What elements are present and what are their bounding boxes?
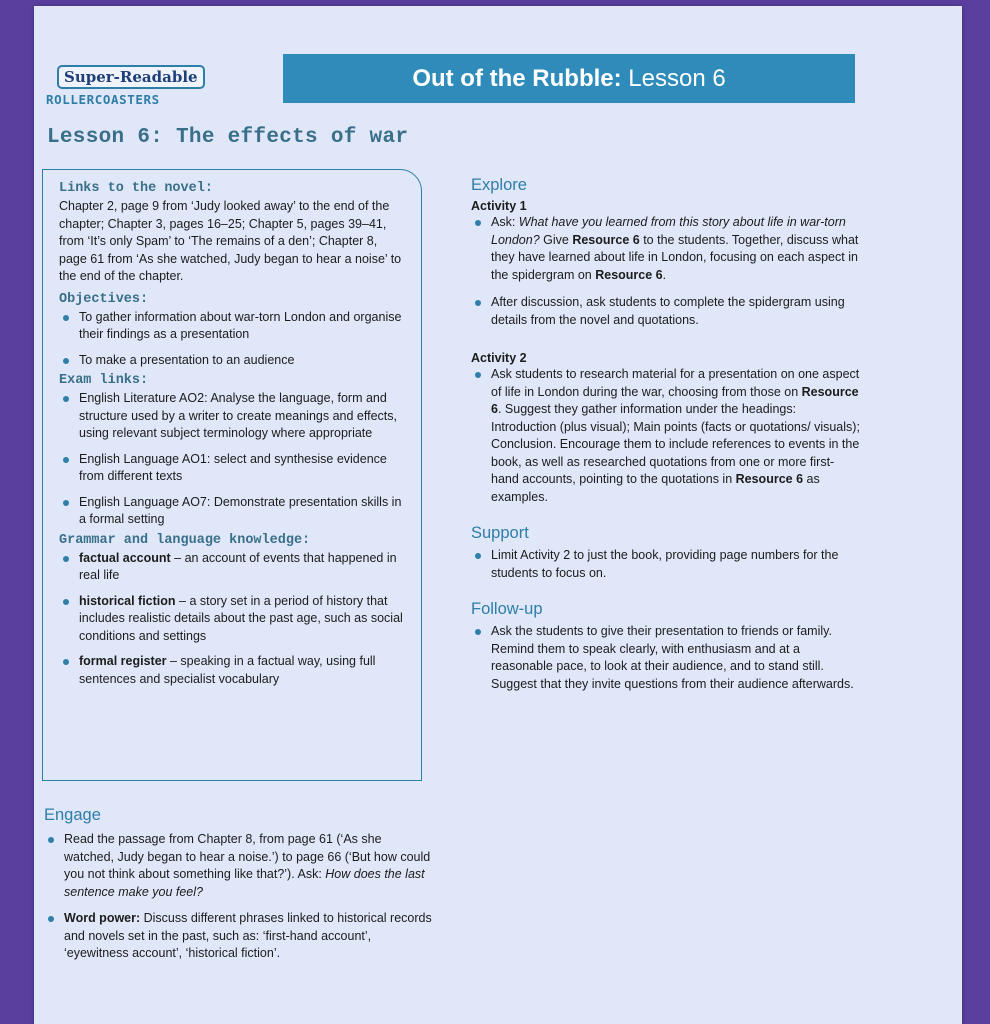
list-item: Limit Activity 2 to just the book, providing page numbers for the students to focus on.: [471, 547, 861, 582]
banner-lesson: Lesson 6: [621, 65, 726, 92]
links-text: Chapter 2, page 9 from ‘Judy looked away’ to the end of the chapter; Chapter 3, pages 16–25; Chapter 5, pages 39–41, from ‘It’s only Spam’ to ‘The remains of a den’; Chapter 8, page 61 from ‘As she watched, Judy began to hear a noise’ to the end of the chapter.: [59, 199, 402, 283]
banner-title: Out of the Rubble:: [412, 65, 622, 92]
engage-section: [44, 806, 434, 971]
list-item: English Language AO7: Demonstrate presentation skills in a formal setting: [59, 494, 407, 529]
text: Ask students to research material for a presentation on one aspect of life in London during the war, choosing from those on: [491, 367, 860, 399]
word-power-label: Word power:: [64, 911, 141, 925]
list-item: [59, 593, 407, 646]
resource-ref: Resource 6: [491, 384, 859, 416]
explore-heading: Explore: [471, 176, 527, 194]
question: What have you learned from this story about life in war-torn London?: [491, 215, 846, 247]
grammar-list: [59, 550, 407, 689]
logo-subtitle: ROLLERCOASTERS: [46, 92, 160, 107]
support-heading: Support: [471, 524, 529, 542]
list-item: To gather information about war-torn London and organise their findings as a presentation: [59, 309, 407, 344]
activity-2-heading: Activity 2: [471, 351, 527, 365]
list-item: [44, 831, 434, 901]
list-item: Ask the students to give their presentation to friends or family. Remind them to speak clearly, with enthusiasm and at a reasonable pace, to look at their audience, and to stand still. Suggest that they invite questions from their audience afterwards.: [471, 623, 861, 693]
resource-ref: Resource 6: [572, 232, 640, 247]
term: factual account: [79, 550, 171, 565]
text: Ask:: [491, 215, 519, 229]
list-item: English Literature AO2: Analyse the language, form and structure used by a writer to create meanings and effects, using relevant subject terminology where appropriate: [59, 390, 407, 443]
list-item: [471, 366, 861, 506]
list-item: [59, 550, 407, 585]
engage-text: Discuss different phrases linked to historical records and novels set in the past, such as: ‘first-hand account’, ‘eyewitness account’, ‘historical fiction’.: [64, 911, 432, 960]
text: Give: [539, 232, 573, 247]
publisher-logo: [46, 65, 205, 107]
resource-ref: Resource 6: [735, 472, 804, 486]
lesson-info-box: [42, 169, 422, 781]
term: historical fiction: [79, 593, 176, 608]
definition: – an account of events that happened in real life: [79, 550, 397, 582]
activity-1-list: [471, 214, 861, 329]
followup-heading: Follow-up: [471, 600, 543, 618]
engage-heading: Engage: [44, 806, 101, 824]
definition: – a story set in a period of history that includes realistic details about the past age, such as social conditions and settings: [79, 593, 403, 643]
title-banner: [283, 54, 855, 103]
resource-ref: Resource 6: [595, 267, 663, 282]
list-item: [471, 214, 861, 284]
objectives-heading: Objectives:: [59, 291, 149, 307]
links-heading: Links to the novel:: [59, 181, 213, 196]
list-item: To make a presentation to an audience: [59, 352, 407, 370]
definition: – speaking in a factual way, using full sentences and specialist vocabulary: [79, 654, 376, 686]
exam-links-heading: Exam links:: [59, 373, 149, 388]
text: to the students. Together, discuss what they have learned about life in London, focusing on each aspect in the spidergram on: [491, 232, 859, 282]
engage-text: Read the passage from Chapter 8, from page 61 (‘As she watched, Judy began to hear a noise.’) to page 66 (‘But how could you not think about something like that?’). Ask:: [64, 832, 431, 881]
objectives-list: [59, 309, 407, 370]
right-column: [471, 176, 861, 701]
exam-links-list: [59, 390, 407, 529]
engage-question: How does the last sentence make you feel?: [64, 867, 425, 899]
term: formal register: [79, 654, 167, 668]
followup-list: [471, 623, 861, 693]
text: as examples.: [491, 472, 820, 504]
list-item: After discussion, ask students to complete the spidergram using details from the novel and quotations.: [471, 294, 861, 329]
text: . Suggest they gather information under the headings: Introduction (plus visual); Main points (facts or quotations/ visuals); Conclusion. Encourage them to include references to events in the book, as well as researched quotations from one or more first-hand accounts, pointing to the quotations in: [491, 402, 860, 486]
list-item: [59, 653, 407, 688]
lesson-title: Lesson 6: The effects of war: [47, 126, 409, 149]
activity-2-list: [471, 366, 861, 506]
grammar-heading: Grammar and language knowledge:: [59, 532, 311, 548]
logo-brand: Super-Readable: [57, 65, 205, 89]
list-item: [44, 910, 434, 963]
text: .: [662, 267, 667, 282]
support-list: [471, 547, 861, 582]
list-item: English Language AO1: select and synthesise evidence from different texts: [59, 451, 407, 486]
activity-1-heading: Activity 1: [471, 199, 527, 213]
engage-list: [44, 831, 434, 963]
